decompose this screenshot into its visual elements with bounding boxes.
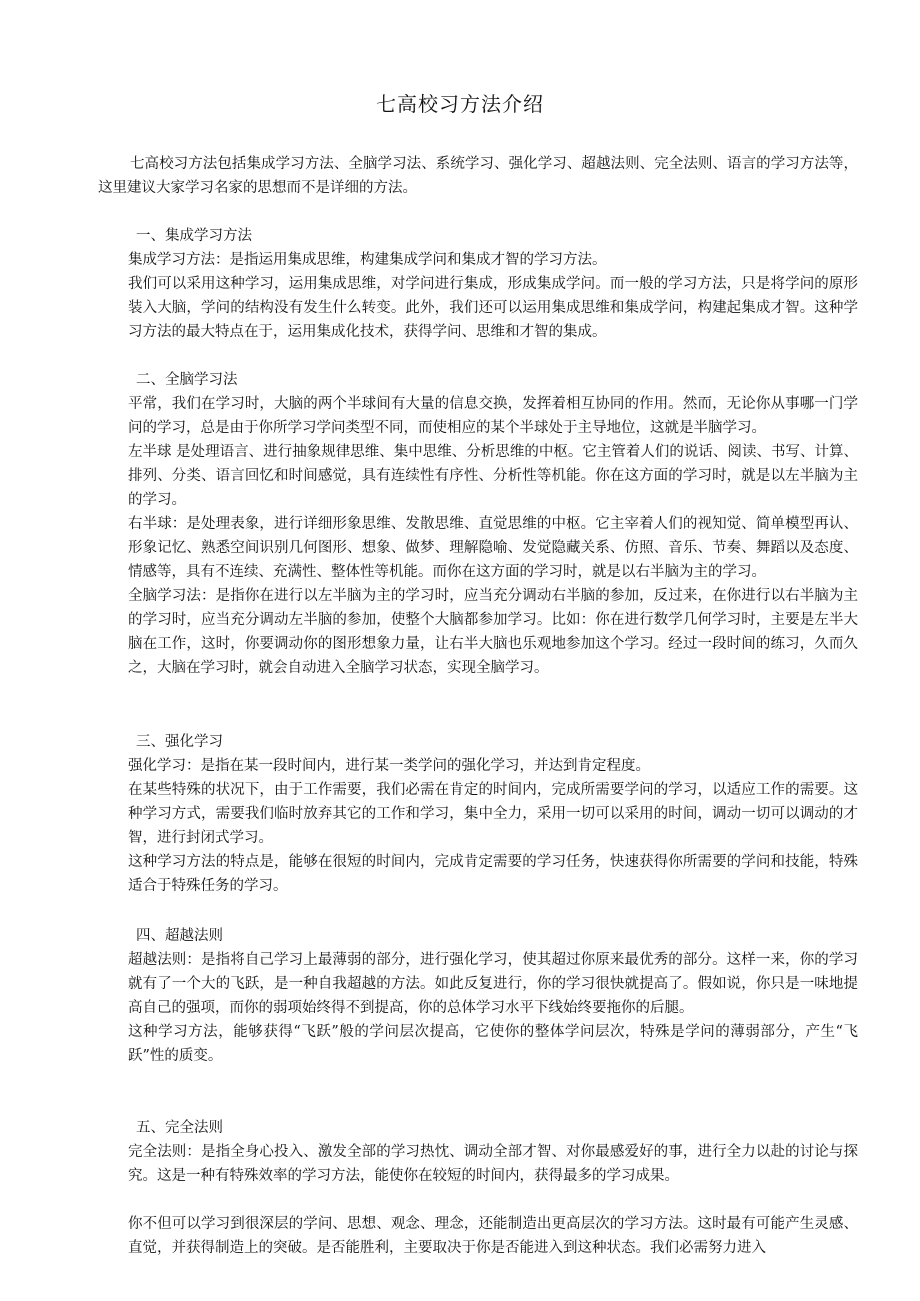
section-whole-brain-learning bbox=[128, 368, 858, 680]
section-heading: 三、强化学习 bbox=[136, 734, 223, 750]
section-paragraph: 在某些特殊的状况下，由于工作需要，我们必需在肯定的时间内，完成所需要学问的学习，以适应工作的需要。这种学习方式，需要我们临时放弃其它的工作和学习，集中全力，采用一切可以采用的时间，调动一切可以调动的才智，进行封闭式学习。 bbox=[128, 782, 858, 846]
section-complete-rule bbox=[128, 1116, 858, 1260]
section-reinforcement-learning bbox=[128, 730, 858, 898]
section-transcendence-rule bbox=[128, 924, 858, 1068]
section-heading: 四、超越法则 bbox=[136, 928, 223, 944]
section-heading: 二、全脑学习法 bbox=[136, 372, 238, 388]
section-paragraph: 这种学习方法的特点是，能够在很短的时间内，完成肯定需要的学习任务，快速获得你所需要的学问和技能，特殊适合于特殊任务的学习。 bbox=[128, 854, 858, 894]
section-paragraph: 你不但可以学习到很深层的学问、思想、观念、理念，还能制造出更高层次的学习方法。这时最有可能产生灵感、直觉，并获得制造上的突破。是否能胜利，主要取决于你是否能进入到这种状态。我们必需努力进入 bbox=[128, 1216, 858, 1256]
paragraph-gap bbox=[128, 1188, 858, 1212]
section-heading: 一、集成学习方法 bbox=[136, 228, 252, 244]
section-paragraph: 强化学习：是指在某一段时间内，进行某一类学问的强化学习，并达到肯定程度。 bbox=[128, 758, 650, 774]
section-paragraph: 左半球 是处理语言、进行抽象规律思维、集中思维、分析思维的中枢。它主管着人们的说话、阅读、书写、计算、排列、分类、语言回忆和时间感觉，具有连续性有序性、分析性等机能。你在这方面的学习时，就是以左半脑为主的学习。 bbox=[128, 444, 858, 508]
section-paragraph: 右半球：是处理表象，进行详细形象思维、发散思维、直觉思维的中枢。它主宰着人们的视知觉、简单模型再认、形象记忆、熟悉空间识别几何图形、想象、做梦、理解隐喻、发觉隐藏关系、仿照、音乐、节奏、舞蹈以及态度、情感等，具有不连续、充满性、整体性等机能。而你在这方面的学习时，就是以右半脑为主的学习。 bbox=[128, 516, 858, 580]
section-integrated-learning bbox=[128, 224, 858, 344]
section-paragraph: 这种学习方法，能够获得“飞跃”般的学问层次提高，它使你的整体学问层次，特殊是学问的薄弱部分，产生“飞跃”性的质变。 bbox=[128, 1024, 858, 1064]
section-paragraph: 平常，我们在学习时，大脑的两个半球间有大量的信息交换，发挥着相互协同的作用。然而，无论你从事哪一门学问的学习，总是由于你所学习学问类型不同，而使相应的某个半球处于主导地位，这就是半脑学习。 bbox=[128, 396, 858, 436]
section-heading: 五、完全法则 bbox=[136, 1120, 223, 1136]
section-paragraph: 完全法则：是指全身心投入、激发全部的学习热忱、调动全部才智、对你最感爱好的事，进行全力以赴的讨论与探究。这是一种有特殊效率的学习方法，能使你在较短的时间内，获得最多的学习成果。 bbox=[128, 1144, 858, 1184]
section-paragraph: 全脑学习法：是指你在进行以左半脑为主的学习时，应当充分调动右半脑的参加，反过来，在你进行以右半脑为主的学习时，应当充分调动左半脑的参加，使整个大脑都参加学习。比如：你在进行数学几何学习时，主要是左半大脑在工作，这时，你要调动你的图形想象力量，让右半大脑也乐观地参加这个学习。经过一段时间的练习，久而久之，大脑在学习时，就会自动进入全脑学习状态，实现全脑学习。 bbox=[128, 588, 858, 676]
section-paragraph: 我们可以采用这种学习，运用集成思维，对学问进行集成，形成集成学问。而一般的学习方法，只是将学问的原形装入大脑，学问的结构没有发生什么转变。此外，我们还可以运用集成思维和集成学问，构建起集成才智。这种学习方法的最大特点在于，运用集成化技术，获得学问、思维和才智的集成。 bbox=[128, 276, 858, 340]
intro-paragraph: 七高校习方法包括集成学习方法、全脑学习法、系统学习、强化学习、超越法则、完全法则、语言的学习方法等，这里建议大家学习名家的思想而不是详细的方法。 bbox=[98, 156, 858, 196]
document-title: 七高校习方法介绍 bbox=[376, 92, 544, 116]
section-paragraph: 集成学习方法：是指运用集成思维，构建集成学问和集成才智的学习方法。 bbox=[128, 252, 607, 268]
section-paragraph: 超越法则：是指将自己学习上最薄弱的部分，进行强化学习，使其超过你原来最优秀的部分。这样一来，你的学习就有了一个大的飞跃，是一种自我超越的方法。如此反复进行，你的学习很快就提高了。假如说，你只是一味地提高自己的强项，而你的弱项始终得不到提高，你的总体学习水平下线始终要拖你的后腿。 bbox=[128, 952, 858, 1016]
